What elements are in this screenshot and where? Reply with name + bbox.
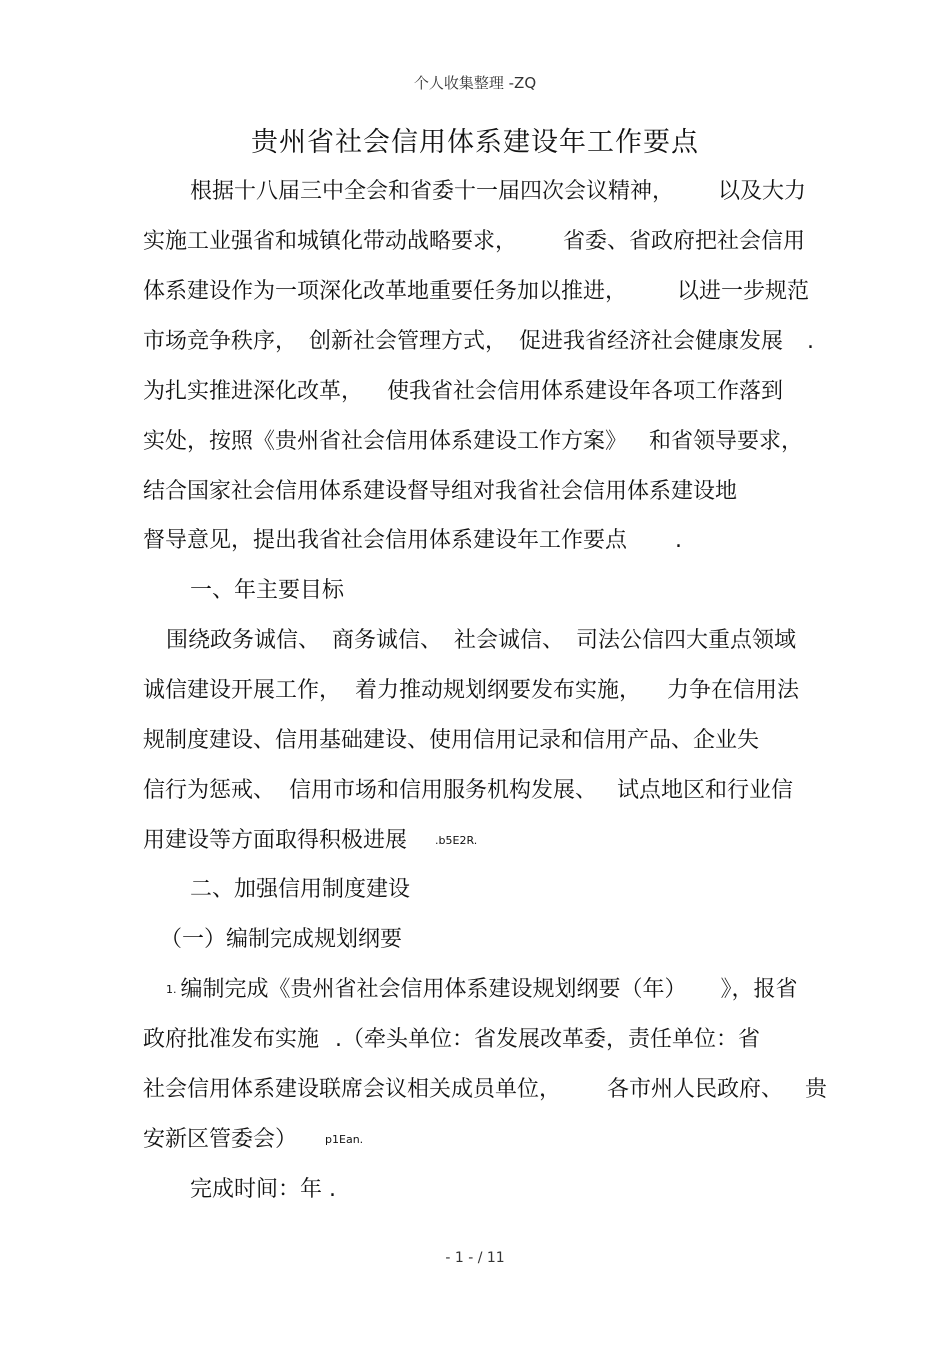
document-title: 贵州省社会信用体系建设年工作要点: [251, 127, 699, 158]
text-segment: 贵: [805, 1077, 828, 1102]
paragraph-line: [143, 277, 809, 307]
text-segment: 司法公信四大重点领域: [576, 628, 797, 653]
section-heading: 二、加强信用制度建设: [190, 877, 411, 902]
text-segment: 为扎实推进深化改革，: [143, 379, 364, 404]
text-segment: .（牵头单位：省发展改革委，责任单位：省: [335, 1027, 761, 1052]
paragraph-line: [143, 427, 803, 457]
paragraph-line: [143, 227, 805, 257]
text-segment: 以及大力: [718, 179, 807, 204]
paragraph-line: [143, 526, 682, 556]
text-segment: 市场竞争秩序，: [143, 329, 298, 354]
text-segment: 信用市场和信用服务机构发展、: [289, 778, 598, 803]
text-segment: 促进我省经济社会健康发展: [519, 329, 784, 354]
text-segment: 着力推动规划纲要发布实施，: [355, 678, 642, 703]
text-segment: .: [807, 329, 815, 354]
text-segment: 试点地区和行业信: [617, 778, 794, 803]
text-segment: 根据十八届三中全会和省委十一届四次会议精神，: [190, 179, 675, 204]
text-segment: 安新区管委会）: [143, 1127, 298, 1152]
text-segment: 诚信建设开展工作，: [143, 678, 342, 703]
text-segment: 用建设等方面取得积极进展: [143, 828, 408, 853]
page-header: 个人收集整理 -ZQ: [413, 74, 537, 92]
paragraph-line: [190, 177, 806, 207]
text-segment: 编制完成《贵州省社会信用体系建设规划纲要（年）: [180, 977, 687, 1002]
text-segment: 围绕政务诚信、: [166, 628, 321, 653]
paragraph-line: [143, 327, 814, 357]
text-segment: 信行为惩戒、: [143, 778, 276, 803]
text-segment: 督导意见，提出我省社会信用体系建设年工作要点: [143, 528, 628, 553]
paragraph-line: [143, 776, 793, 806]
section-heading: 一、年主要目标: [190, 578, 345, 603]
text-segment: 力争在信用法: [667, 678, 800, 703]
text-segment: 体系建设作为一项深化改革地重要任务加以推进，: [143, 279, 628, 304]
paragraph-line: [143, 1025, 760, 1055]
text-segment: p1Ean.: [325, 1133, 364, 1146]
text-segment: 省委、省政府把社会信用: [563, 229, 806, 254]
page-number: - 1 - / 11: [445, 1250, 505, 1266]
text-segment: 社会信用体系建设联席会议相关成员单位，: [143, 1077, 562, 1102]
text-segment: .: [675, 528, 683, 553]
paragraph-line: 结合国家社会信用体系建设督导组对我省社会信用体系建设地: [143, 479, 738, 504]
text-segment: 1.: [166, 983, 177, 996]
paragraph-line: [143, 377, 783, 407]
paragraph-line: [143, 1125, 363, 1155]
text-segment: 各市州人民政府、: [607, 1077, 784, 1102]
paragraph-line: [143, 1075, 827, 1105]
paragraph-line: [166, 626, 796, 656]
subsection-heading: （一）编制完成规划纲要: [160, 927, 403, 952]
paragraph-line: 完成时间：年 .: [190, 1177, 336, 1202]
text-segment: 社会诚信、: [454, 628, 565, 653]
text-segment: 和省领导要求，: [649, 429, 804, 454]
paragraph-line: 规制度建设、信用基础建设、使用信用记录和信用产品、企业失: [143, 728, 760, 753]
text-segment: 商务诚信、: [332, 628, 443, 653]
text-segment: 使我省社会信用体系建设年各项工作落到: [387, 379, 784, 404]
text-segment: 》，报省: [720, 977, 798, 1002]
paragraph-line: [166, 975, 798, 1005]
paragraph-line: [143, 676, 799, 706]
text-segment: 政府批准发布实施: [143, 1027, 320, 1052]
text-segment: 实处，按照《贵州省社会信用体系建设工作方案》: [143, 429, 628, 454]
text-segment: 实施工业强省和城镇化带动战略要求，: [143, 229, 518, 254]
paragraph-line: [143, 826, 477, 856]
text-segment: 创新社会管理方式，: [309, 329, 508, 354]
text-segment: .b5E2R.: [435, 834, 478, 847]
text-segment: 以进一步规范: [677, 279, 810, 304]
